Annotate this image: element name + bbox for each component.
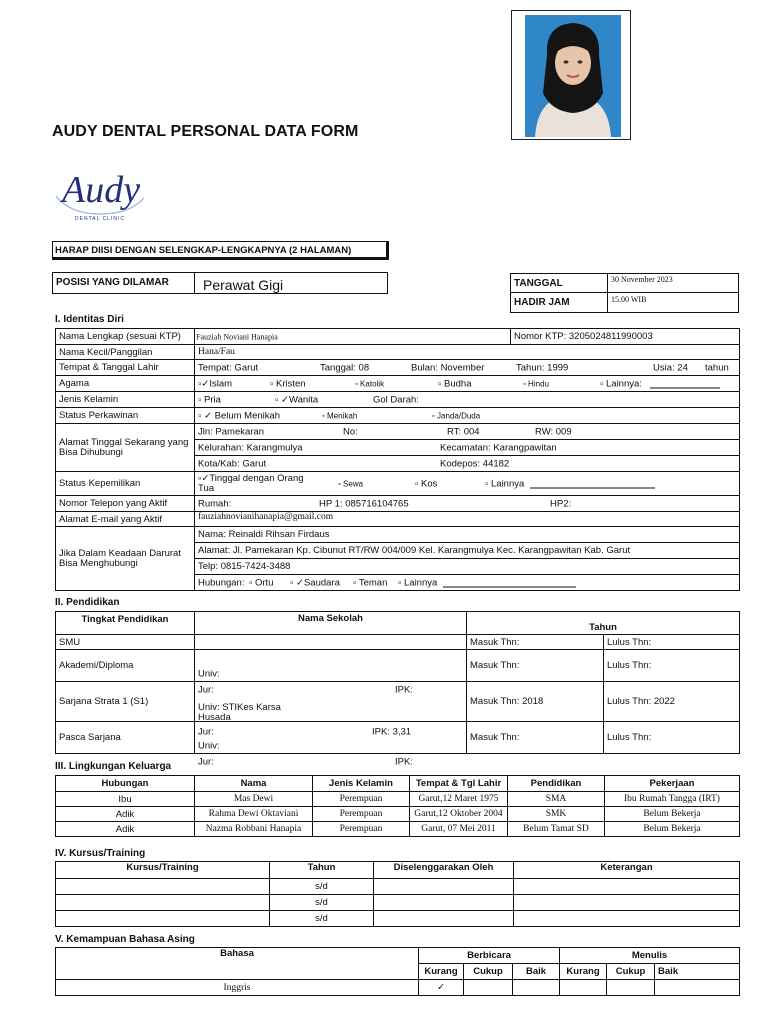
- family-cell[interactable]: Rahma Dewi Oktaviani: [195, 807, 313, 822]
- edu-out-2[interactable]: Lulus Thn: 2022: [604, 682, 740, 722]
- language-table: [55, 947, 740, 996]
- value-age: Usia: 24: [653, 362, 688, 373]
- section-education-title: II. Pendidikan: [55, 597, 120, 608]
- level-speak-less: Kurang: [419, 964, 464, 980]
- section-identity-title: I. Identitas Diri: [55, 314, 124, 325]
- family-cell[interactable]: SMK: [508, 807, 605, 822]
- family-cell[interactable]: SMA: [508, 792, 605, 807]
- level-write-good: Baik: [655, 964, 740, 980]
- family-cell[interactable]: Perempuan: [313, 822, 410, 837]
- label-gender: Jenis Kelamin: [56, 392, 195, 408]
- attend-value: 15.00 WIB: [611, 295, 647, 304]
- header-speaking: Berbicara: [419, 948, 560, 964]
- value-kecamatan: Kecamatan: Karangpawitan: [440, 442, 557, 453]
- edu-in-2[interactable]: Masuk Thn: 2018: [467, 682, 604, 722]
- option-parent[interactable]: ▫ Ortu: [249, 577, 274, 588]
- language-mark[interactable]: ✓: [419, 980, 464, 996]
- family-cell[interactable]: Perempuan: [313, 807, 410, 822]
- value-hp1: HP 1: 085716104765: [319, 498, 409, 509]
- training-cell[interactable]: s/d: [270, 879, 374, 895]
- value-ktp: Nomor KTP: 3205024811990003: [510, 329, 653, 345]
- label-nickname: Nama Kecil/Panggilan: [56, 345, 195, 360]
- training-table: [55, 861, 740, 927]
- level-write-less: Kurang: [560, 964, 607, 980]
- date-value: 30 November 2023: [611, 275, 673, 284]
- attend-label: HADIR JAM: [514, 297, 570, 308]
- value-nickname[interactable]: Hana/Fau: [195, 345, 740, 360]
- logo-subtext: DENTAL CLINIC: [75, 216, 125, 222]
- education-row-diploma: [56, 650, 740, 682]
- table-row: [56, 792, 740, 807]
- language-mark[interactable]: [513, 980, 560, 996]
- label-marital: Status Perkawinan: [56, 408, 195, 424]
- label-blood-type: Gol Darah:: [373, 394, 419, 405]
- edu-school-2[interactable]: [195, 682, 467, 737]
- family-h-0: Hubungan: [56, 776, 195, 792]
- level-speak-good: Baik: [513, 964, 560, 980]
- value-rw: RW: 009: [535, 426, 572, 437]
- family-cell[interactable]: Belum Tamat SD: [508, 822, 605, 837]
- field-birth[interactable]: [195, 360, 740, 376]
- level-write-fair: Cukup: [607, 964, 655, 980]
- edu-in-1[interactable]: Masuk Thn:: [467, 650, 604, 682]
- instruction-text: HARAP DIISI DENGAN SELENGKAP-LENGKAPNYA (2 HALAMAN): [55, 245, 352, 256]
- option-single[interactable]: ▫ ✓ Belum Menikah: [198, 410, 281, 421]
- training-cell[interactable]: [514, 879, 740, 895]
- edu-level-2: Sarjana Strata 1 (S1): [56, 682, 195, 722]
- label-ownership: Status Kepemilikan: [56, 472, 195, 496]
- family-h-5: Pekerjaan: [605, 776, 740, 792]
- row-nickname: [56, 345, 740, 360]
- family-cell[interactable]: Belum Bekerja: [605, 807, 740, 822]
- edu-level-0: SMU: [56, 635, 195, 650]
- label-address: Alamat Tinggal Sekarang yang Bisa Dihubungi: [56, 424, 195, 472]
- row-phone: [56, 496, 740, 512]
- option-ownership-other[interactable]: ▫ Lainnya: [485, 478, 525, 489]
- table-row: [56, 980, 740, 996]
- row-address-1: [56, 424, 740, 440]
- option-widowed[interactable]: ▫ Janda/Duda: [432, 411, 481, 420]
- option-religion-other[interactable]: ▫ Lainnya:: [600, 378, 642, 389]
- family-cell[interactable]: Belum Bekerja: [605, 822, 740, 837]
- edu-ipk-1: IPK:: [395, 684, 413, 695]
- date-label: TANGGAL: [514, 278, 563, 289]
- relation-other-line[interactable]: [443, 578, 576, 587]
- value-birth-place: Tempat: Garut: [198, 362, 259, 373]
- table-row: [56, 807, 740, 822]
- clinic-logo: [50, 162, 150, 222]
- value-kelurahan: Kelurahan: Karangmulya: [198, 442, 303, 453]
- table-row: [56, 911, 740, 927]
- value-hp2: HP2:: [550, 498, 572, 509]
- family-header: [56, 776, 740, 792]
- family-cell[interactable]: Garut, 07 Mei 2011: [410, 822, 508, 837]
- education-row-smu: [56, 635, 740, 650]
- edu-univ-2: Univ: STIKes Karsa Husada: [198, 701, 281, 723]
- section-training-title: IV. Kursus/Training: [55, 848, 146, 859]
- training-h-0: Kursus/Training: [56, 862, 270, 879]
- value-city: Kota/Kab: Garut: [198, 458, 267, 469]
- option-rent[interactable]: ▫ Sewa: [338, 479, 364, 488]
- value-emergency-address[interactable]: Alamat: Jl. Pamekaran Kp. Cibunut RT/RW 004/009 Kel. Karangmulya Kec. Karangpawitan Kab. Garut: [195, 543, 740, 559]
- value-birth-month: Bulan: November: [411, 362, 485, 373]
- family-cell[interactable]: Garut,12 Maret 1975: [410, 792, 508, 807]
- label-phone: Nomor Telepon yang Aktif: [56, 496, 195, 512]
- family-h-3: Tempat & Tgl Lahir: [410, 776, 508, 792]
- edu-in-3[interactable]: Masuk Thn:: [467, 722, 604, 754]
- family-cell[interactable]: Perempuan: [313, 792, 410, 807]
- attend-field[interactable]: [607, 292, 739, 313]
- field-religion: [195, 376, 740, 392]
- header-year: Tahun: [467, 612, 740, 635]
- option-katolik[interactable]: ▫ Katolik: [355, 379, 385, 388]
- position-value: Perawat Gigi: [203, 277, 284, 293]
- language-header-1: [56, 948, 740, 964]
- option-hindu[interactable]: ▫ Hindu: [523, 379, 549, 388]
- option-islam[interactable]: ▫✓Islam: [198, 378, 233, 389]
- option-sibling[interactable]: ▫ ✓Saudara: [290, 577, 340, 588]
- family-cell[interactable]: Garut,12 Oktober 2004: [410, 807, 508, 822]
- value-rt: RT: 004: [447, 426, 480, 437]
- option-budha[interactable]: ▫ Budha: [438, 378, 472, 389]
- position-label-box: [52, 272, 195, 294]
- edu-ipk-2: IPK: 3,31: [372, 726, 412, 737]
- applicant-photo: [511, 10, 631, 140]
- option-married[interactable]: ▫ Menikah: [322, 411, 358, 420]
- field-marital: [195, 408, 740, 424]
- date-field[interactable]: [607, 273, 739, 293]
- option-kristen[interactable]: ▫ Kristen: [270, 378, 306, 389]
- header-level: Tingkat Pendidikan: [56, 612, 195, 635]
- training-cell[interactable]: [56, 911, 270, 927]
- label-emergency: Jika Dalam Keadaan Darurat Bisa Menghubungi: [56, 527, 195, 591]
- photo-image: [525, 15, 621, 137]
- portrait-illustration: [525, 15, 621, 137]
- edu-school-0[interactable]: [195, 635, 467, 650]
- label-full-name: Nama Lengkap (sesuai KTP): [56, 329, 195, 345]
- value-house-no: No:: [343, 426, 358, 437]
- edu-univ-1: Univ:: [198, 668, 220, 679]
- level-speak-fair: Cukup: [464, 964, 513, 980]
- table-row: [56, 822, 740, 837]
- edu-major-1: Jur:: [198, 684, 214, 695]
- logo-wordmark: Audy: [62, 169, 141, 211]
- row-ownership: [56, 472, 740, 496]
- value-home-phone: Rumah:: [198, 498, 232, 509]
- training-cell[interactable]: [514, 911, 740, 927]
- ownership-other-line[interactable]: [530, 479, 655, 488]
- option-female[interactable]: ▫ ✓Wanita: [275, 394, 319, 405]
- section-language-title: V. Kemampuan Bahasa Asing: [55, 934, 195, 945]
- language-mark[interactable]: [560, 980, 607, 996]
- row-gender: [56, 392, 740, 408]
- header-school: Nama Sekolah: [195, 612, 467, 635]
- option-male[interactable]: ▫ Pria: [198, 394, 221, 405]
- edu-level-1: Akademi/Diploma: [56, 650, 195, 682]
- value-email[interactable]: fauziahnovianihanapia@gmail.com: [195, 512, 740, 527]
- language-mark[interactable]: [607, 980, 655, 996]
- table-row: [56, 879, 740, 895]
- family-h-2: Jenis Kelamin: [313, 776, 410, 792]
- family-cell[interactable]: Mas Dewi: [195, 792, 313, 807]
- family-cell[interactable]: Adik: [56, 807, 195, 822]
- language-name[interactable]: Inggris: [56, 980, 419, 996]
- label-relation: Hubungan:: [198, 577, 245, 588]
- field-street[interactable]: [195, 424, 740, 440]
- training-cell[interactable]: s/d: [270, 911, 374, 927]
- label-email: Alamat E-mail yang Aktif: [56, 512, 195, 527]
- value-emergency-phone[interactable]: Telp: 0815-7424-3488: [195, 559, 740, 575]
- training-cell[interactable]: [56, 879, 270, 895]
- label-religion: Agama: [56, 376, 195, 392]
- field-gender: [195, 392, 740, 408]
- identity-table: [55, 328, 740, 591]
- value-zip: Kodepos: 44182: [440, 458, 510, 469]
- value-street: Jln: Pamekaran: [198, 426, 265, 437]
- training-cell[interactable]: [374, 879, 514, 895]
- header-writing: Menulis: [560, 948, 740, 964]
- field-emergency-relation: [195, 575, 740, 591]
- row-full-name: [56, 329, 740, 345]
- training-h-2: Diselenggarakan Oleh: [374, 862, 514, 879]
- position-label: POSISI YANG DILAMAR: [56, 277, 169, 288]
- row-marital: [56, 408, 740, 424]
- edu-level-3: Pasca Sarjana: [56, 722, 195, 754]
- language-mark[interactable]: [464, 980, 513, 996]
- edu-school-1[interactable]: [195, 650, 467, 695]
- row-birth: [56, 360, 740, 376]
- field-kelurahan[interactable]: [195, 440, 740, 456]
- training-header: [56, 862, 740, 879]
- option-with-parents[interactable]: ▫✓Tinggal dengan Orang Tua: [198, 472, 304, 494]
- edu-school-3[interactable]: [195, 722, 467, 767]
- education-header: [56, 612, 740, 635]
- option-relation-other[interactable]: ▫ Lainnya: [398, 577, 438, 588]
- field-city[interactable]: [195, 456, 740, 472]
- family-cell[interactable]: Nazma Robbani Hanapia: [195, 822, 313, 837]
- religion-other-line[interactable]: [650, 379, 720, 388]
- family-cell[interactable]: Ibu Rumah Tangga (IRT): [605, 792, 740, 807]
- training-cell[interactable]: s/d: [270, 895, 374, 911]
- language-mark[interactable]: [655, 980, 740, 996]
- edu-out-0[interactable]: Lulus Thn:: [604, 635, 740, 650]
- position-field[interactable]: [194, 272, 388, 294]
- value-birth-year: Tahun: 1999: [516, 362, 569, 373]
- value-age-unit: tahun: [705, 362, 729, 373]
- row-religion: [56, 376, 740, 392]
- row-email: [56, 512, 740, 527]
- edu-ipk-3: IPK:: [395, 756, 413, 767]
- form-title: AUDY DENTAL PERSONAL DATA FORM: [52, 123, 359, 140]
- edu-major-3: Jur:: [198, 756, 214, 767]
- training-h-1: Tahun: [270, 862, 374, 879]
- value-emergency-name[interactable]: Nama: Reinaldi Rihsan Firdaus: [195, 527, 740, 543]
- option-friend[interactable]: ▫ Teman: [353, 577, 388, 588]
- edu-out-3[interactable]: Lulus Thn:: [604, 722, 740, 754]
- date-label-box: [510, 273, 608, 293]
- edu-out-1[interactable]: Lulus Thn:: [604, 650, 740, 682]
- family-h-4: Pendidikan: [508, 776, 605, 792]
- family-table: [55, 775, 740, 837]
- field-full-name[interactable]: [195, 329, 740, 345]
- field-ownership: [195, 472, 740, 496]
- family-cell[interactable]: Ibu: [56, 792, 195, 807]
- edu-major-2: Jur:: [198, 726, 214, 737]
- training-cell[interactable]: [374, 911, 514, 927]
- row-emergency-1: [56, 527, 740, 543]
- value-birth-day: Tanggal: 08: [320, 362, 370, 373]
- family-cell[interactable]: Adik: [56, 822, 195, 837]
- family-h-1: Nama: [195, 776, 313, 792]
- label-birth: Tempat & Tanggal Lahir: [56, 360, 195, 376]
- option-kos[interactable]: ▫ Kos: [415, 478, 438, 489]
- instruction-box: [52, 241, 389, 260]
- header-language: Bahasa: [56, 948, 419, 980]
- training-cell[interactable]: [374, 895, 514, 911]
- training-h-3: Keterangan: [514, 862, 740, 879]
- edu-in-0[interactable]: Masuk Thn:: [467, 635, 604, 650]
- attend-label-box: [510, 292, 608, 313]
- section-family-title: III. Lingkungan Keluarga: [55, 761, 172, 772]
- training-cell[interactable]: [514, 895, 740, 911]
- training-cell[interactable]: [56, 895, 270, 911]
- edu-univ-3: Univ:: [198, 740, 220, 751]
- value-full-name: Fauziah Noviani Hanapia: [196, 332, 278, 341]
- table-row: [56, 895, 740, 911]
- field-phone[interactable]: [195, 496, 740, 512]
